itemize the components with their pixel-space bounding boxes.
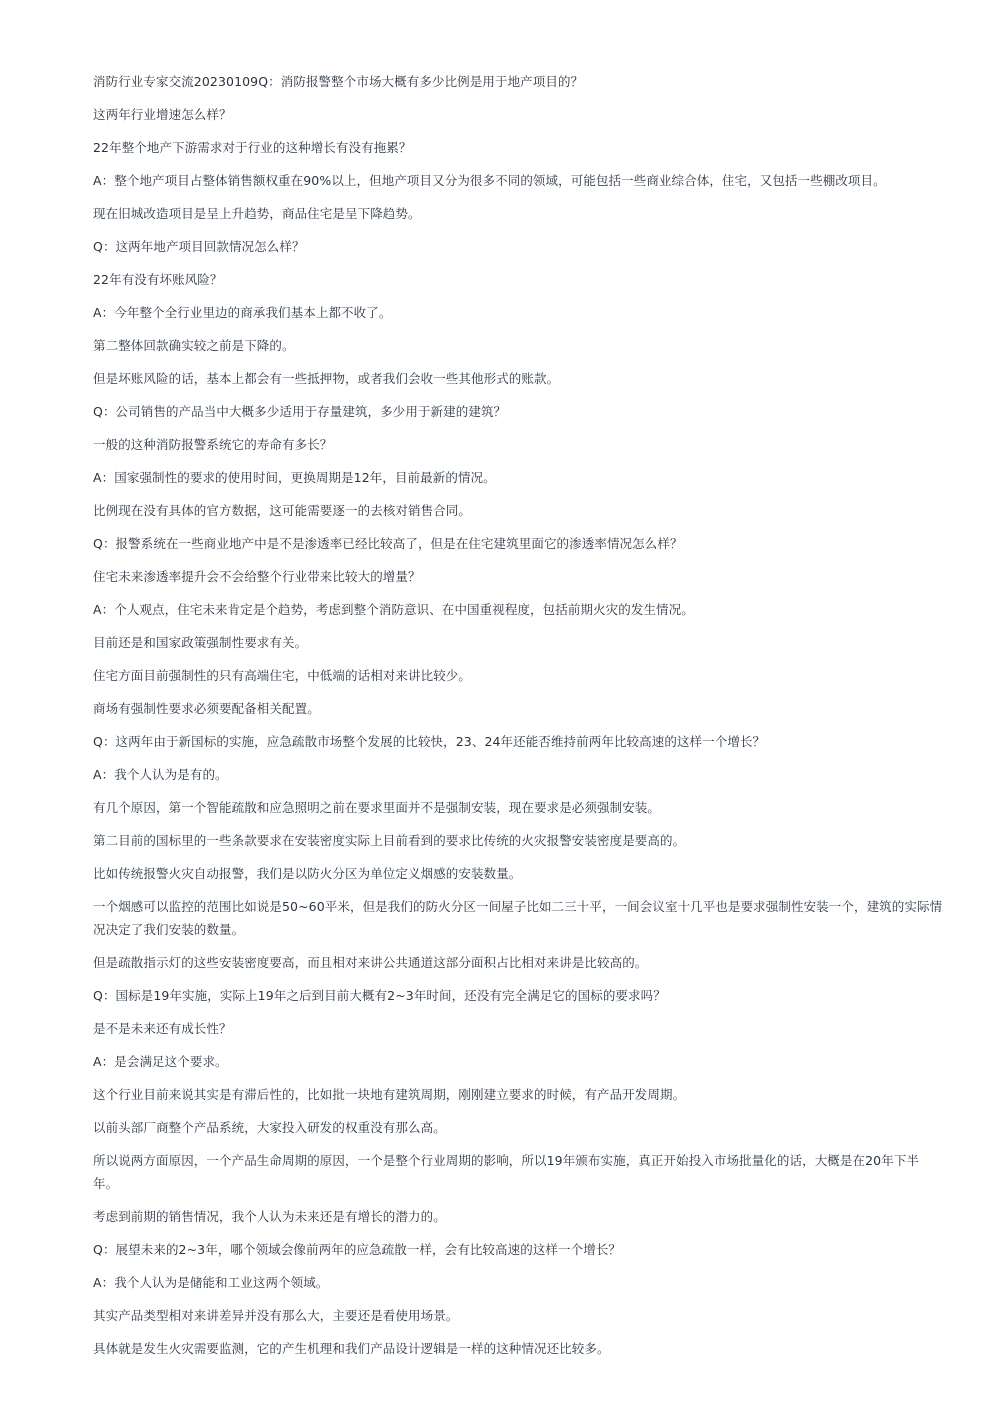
paragraph: 考虑到前期的销售情况，我个人认为未来还是有增长的潜力的。 <box>93 1209 446 1224</box>
paragraph: 目前还是和国家政策强制性要求有关。 <box>93 635 308 650</box>
paragraph: 第二目前的国标里的一些条款要求在安装密度实际上目前看到的要求比传统的火灾报警安装密度是要高的。 <box>93 833 686 848</box>
paragraph: 22年有没有坏账风险？ <box>93 272 223 287</box>
paragraph: 一个烟感可以监控的范围比如说是50~60平米，但是我们的防火分区一间屋子比如二三十平，一间会议室十几平也是要求强制性安装一个，建筑的实际情况决定了我们安装的数量。 <box>93 899 943 937</box>
paragraph: Q：展望未来的2~3年，哪个领域会像前两年的应急疏散一样，会有比较高速的这样一个增长？ <box>93 1242 622 1257</box>
paragraph: 一般的这种消防报警系统它的寿命有多长？ <box>93 437 333 452</box>
paragraph: 比如传统报警火灾自动报警，我们是以防火分区为单位定义烟感的安装数量。 <box>93 866 522 881</box>
paragraph: A：国家强制性的要求的使用时间，更换周期是12年，目前最新的情况。 <box>93 470 496 485</box>
paragraph: 但是疏散指示灯的这些安装密度要高，而且相对来讲公共通道这部分面积占比相对来讲是比较高的。 <box>93 955 648 970</box>
paragraph: 有几个原因，第一个智能疏散和应急照明之前在要求里面并不是强制安装，现在要求是必须强制安装。 <box>93 800 661 815</box>
paragraph: 住宅未来渗透率提升会不会给整个行业带来比较大的增量？ <box>93 569 421 584</box>
paragraph: 比例现在没有具体的官方数据，这可能需要逐一的去核对销售合同。 <box>93 503 472 518</box>
paragraph: Q：公司销售的产品当中大概多少适用于存量建筑，多少用于新建的建筑？ <box>93 404 507 419</box>
paragraph: 住宅方面目前强制性的只有高端住宅，中低端的话相对来讲比较少。 <box>93 668 472 683</box>
paragraph: 所以说两方面原因，一个产品生命周期的原因，一个是整个行业周期的影响，所以19年颁布实施，真正开始投入市场批量化的话，大概是在20年下半年。 <box>93 1153 920 1191</box>
paragraph: A：是会满足这个要求。 <box>93 1054 228 1069</box>
paragraph: A：今年整个全行业里边的商承我们基本上都不收了。 <box>93 305 392 320</box>
paragraph: 消防行业专家交流20230109Q：消防报警整个市场大概有多少比例是用于地产项目的？ <box>93 74 584 89</box>
paragraph: A：我个人认为是储能和工业这两个领域。 <box>93 1275 329 1290</box>
paragraph: 但是坏账风险的话，基本上都会有一些抵押物，或者我们会收一些其他形式的账款。 <box>93 371 560 386</box>
paragraph: 这两年行业增速怎么样？ <box>93 107 232 122</box>
paragraph: 以前头部厂商整个产品系统，大家投入研发的权重没有那么高。 <box>93 1120 446 1135</box>
paragraph: 第二整体回款确实较之前是下降的。 <box>93 338 295 353</box>
paragraph: A：整个地产项目占整体销售额权重在90%以上，但地产项目又分为很多不同的领域，可能包括一些商业综合体，住宅，又包括一些棚改项目。 <box>93 173 886 188</box>
paragraph: Q：这两年地产项目回款情况怎么样？ <box>93 239 305 254</box>
paragraph: A：个人观点，住宅未来肯定是个趋势，考虑到整个消防意识、在中国重视程度，包括前期火灾的发生情况。 <box>93 602 694 617</box>
paragraph: 22年整个地产下游需求对于行业的这种增长有没有拖累？ <box>93 140 412 155</box>
paragraph: 具体就是发生火灾需要监测，它的产生机理和我们产品设计逻辑是一样的这种情况还比较多。 <box>93 1341 610 1356</box>
paragraph: Q：这两年由于新国标的实施，应急疏散市场整个发展的比较快，23、24年还能否维持前两年比较高速的这样一个增长？ <box>93 734 766 749</box>
document-body <box>93 70 943 1370</box>
paragraph: 其实产品类型相对来讲差异并没有那么大，主要还是看使用场景。 <box>93 1308 459 1323</box>
paragraph: 商场有强制性要求必须要配备相关配置。 <box>93 701 320 716</box>
paragraph: 现在旧城改造项目是呈上升趋势，商品住宅是呈下降趋势。 <box>93 206 421 221</box>
paragraph: A：我个人认为是有的。 <box>93 767 228 782</box>
paragraph: 是不是未来还有成长性？ <box>93 1021 232 1036</box>
paragraph: Q：报警系统在一些商业地产中是不是渗透率已经比较高了，但是在住宅建筑里面它的渗透率情况怎么样？ <box>93 536 683 551</box>
paragraph: Q：国标是19年实施，实际上19年之后到目前大概有2~3年时间，还没有完全满足它的国标的要求吗？ <box>93 988 666 1003</box>
paragraph: 这个行业目前来说其实是有滞后性的，比如批一块地有建筑周期，刚刚建立要求的时候，有产品开发周期。 <box>93 1087 686 1102</box>
